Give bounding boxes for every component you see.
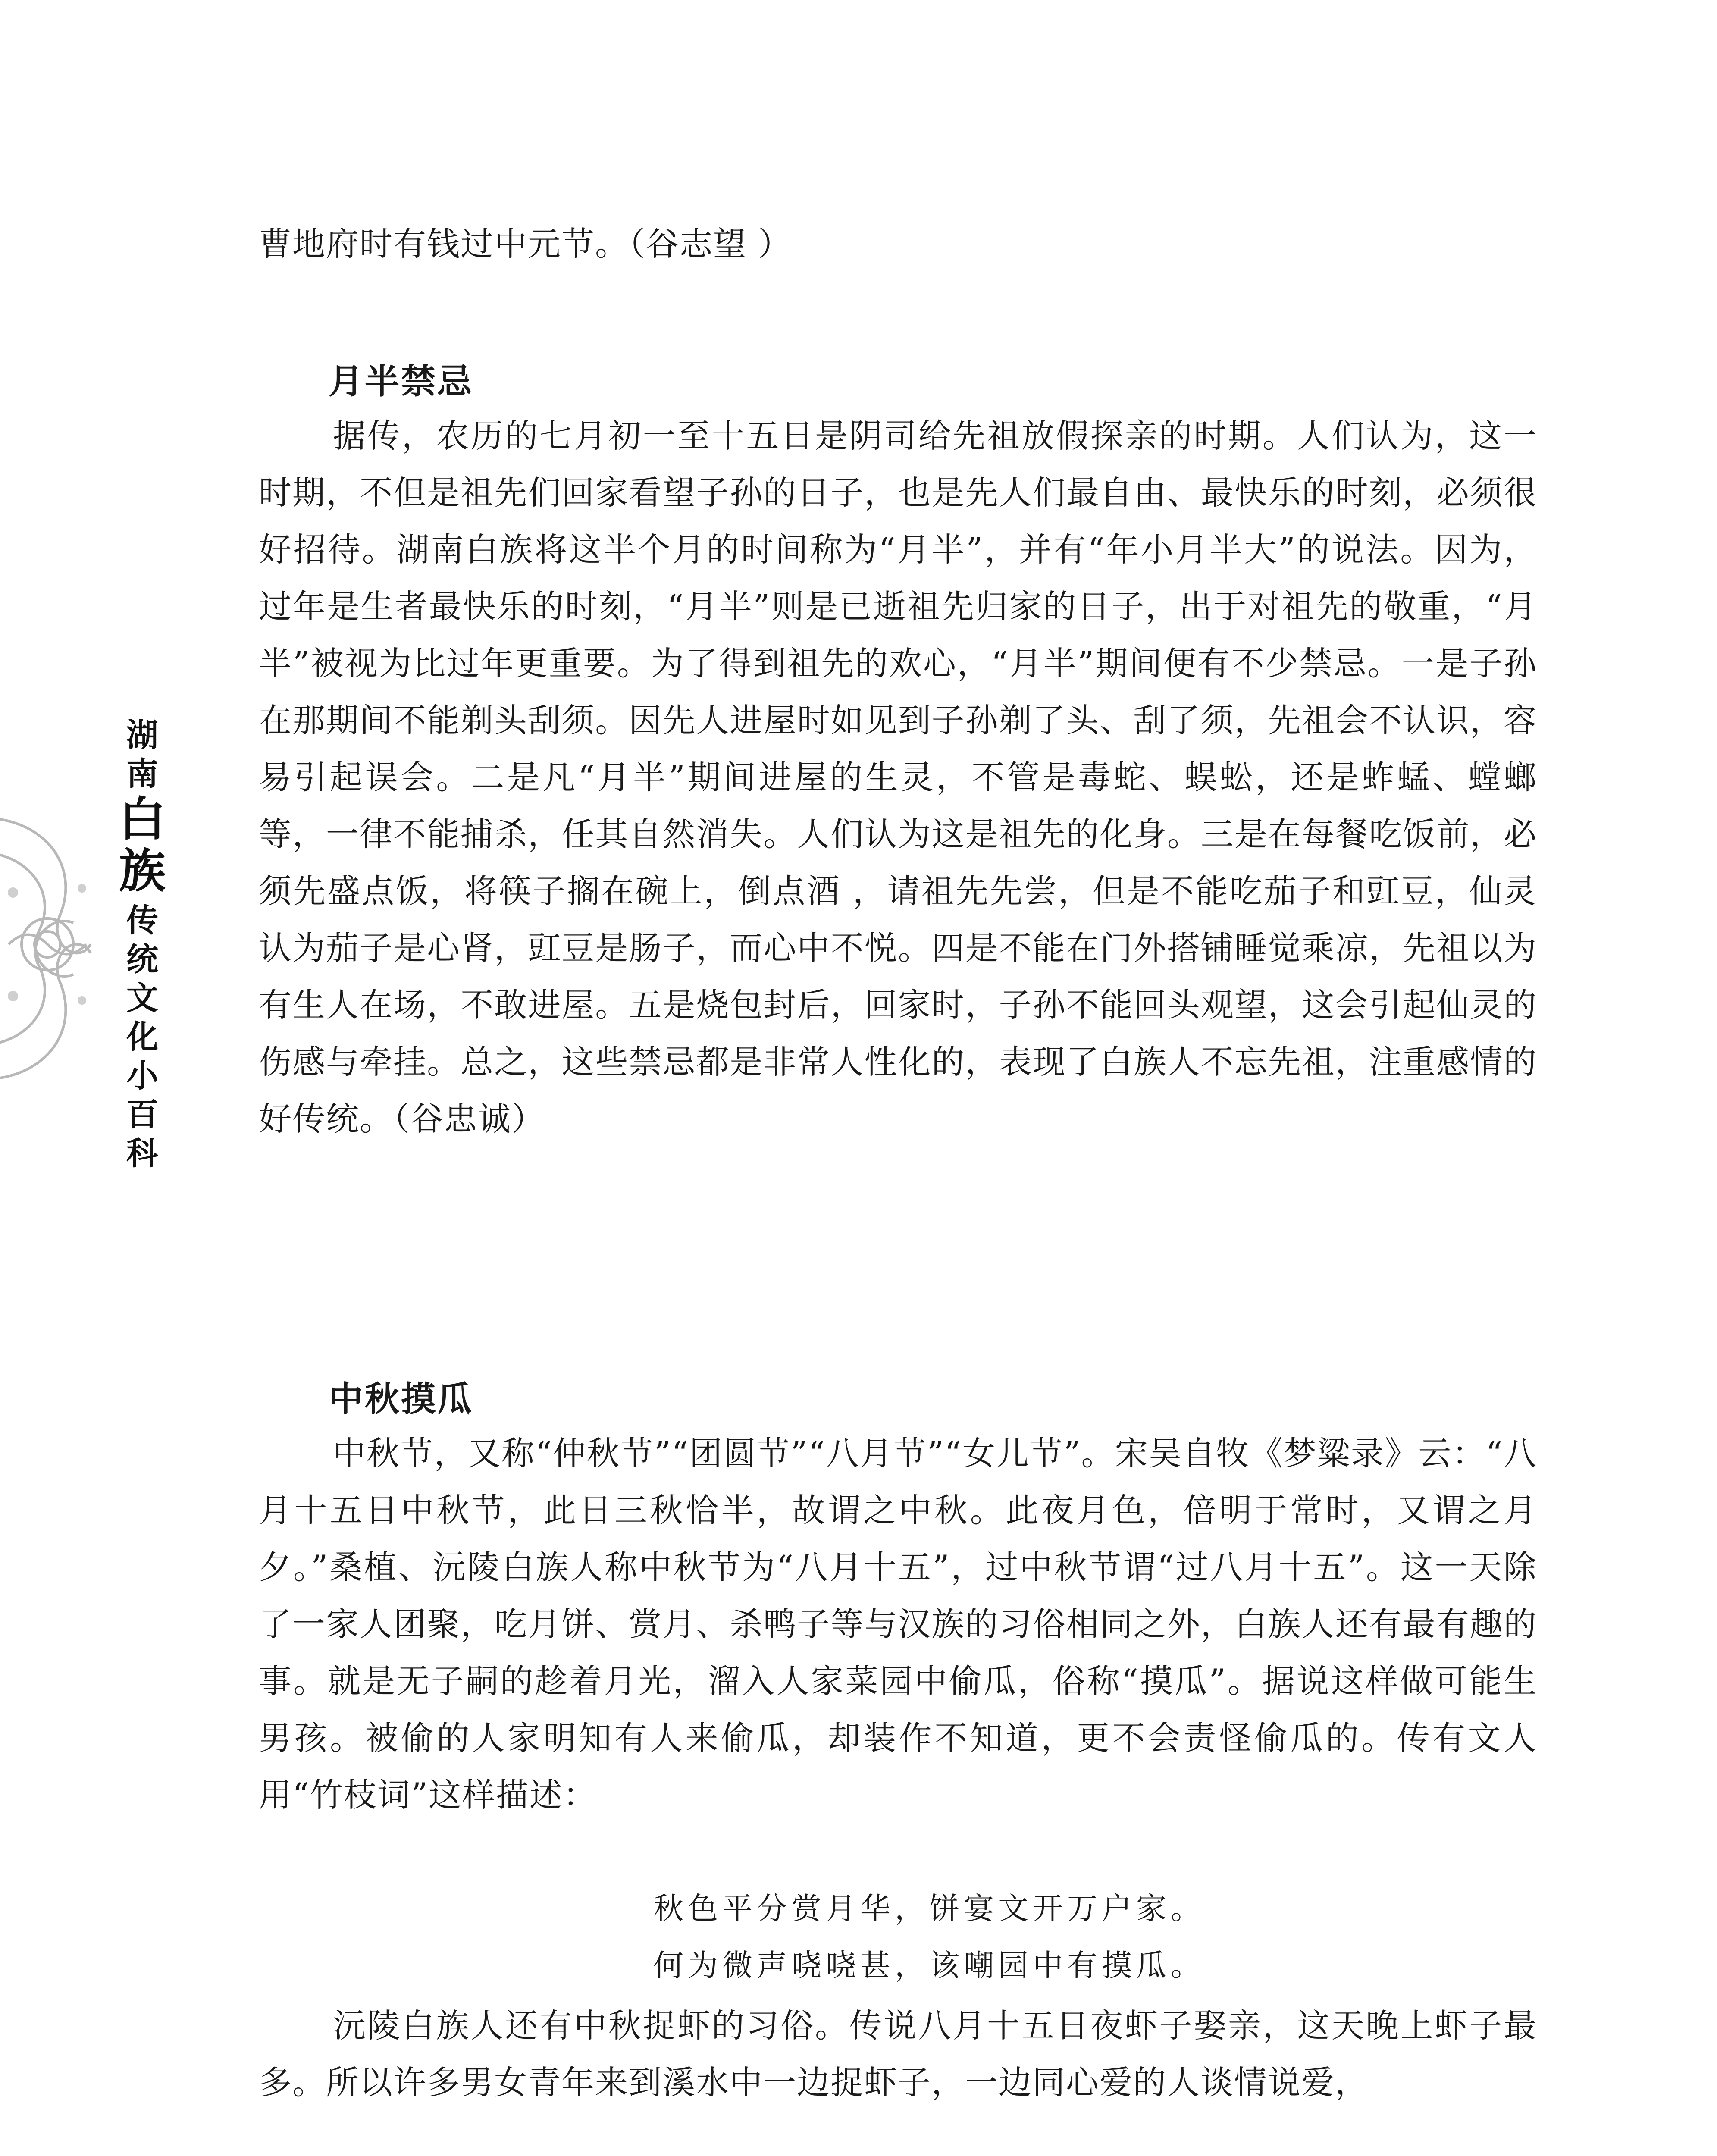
- section-body-after-poem: [259, 1997, 1537, 2111]
- side-tab-char: 化: [126, 1018, 158, 1056]
- paragraph: 据传，农历的七月初一至十五日是阴司给先祖放假探亲的时期。人们认为，这一时期，不但是祖先们回家看望子孙的日子，也是先人们最自由、最快乐的时刻，必须很好招待。湖南白族将这半个月的时间称为“月半”，并有“年小月半大”的说法。因为，过年是生者最快乐的时刻，“月半”则是已逝祖先归家的日子，出于对祖先的敬重，“月半”被视为比过年更重要。为了得到祖先的欢心，“月半”期间便有不少禁忌。一是子孙在那期间不能剃头刮须。因先人进屋时如见到子孙剃了头、刮了须，先祖会不认识，容易引起误会。二是凡“月半”期间进屋的生灵，不管是毒蛇、蜈蚣，还是蚱蜢、螳螂等，一律不能捕杀，任其自然消失。人们认为这是祖先的化身。三是在每餐吃饭前，必须先盛点饭，将筷子搁在碗上，倒点酒 ，请祖先先尝，但是不能吃茄子和豇豆，仙灵认为茄子是心肾，豇豆是肠子，而心中不悦。四是不能在门外搭铺睡觉乘凉，先祖以为有生人在场，不敢进屋。五是烧包封后，回家时，子孙不能回头观望，这会引起仙灵的伤感与牵挂。总之，这些禁忌都是非常人性化的，表现了白族人不忘先祖，注重感情的好传统。（谷忠诚）: [259, 417, 1537, 1138]
- continued-paragraph: [259, 216, 1537, 273]
- side-tab-char: 传: [126, 902, 158, 939]
- side-tab-char: 百: [126, 1096, 158, 1133]
- section-body-yueban: [259, 407, 1537, 1147]
- side-tab-char: 小: [126, 1057, 158, 1094]
- side-tab-char: 科: [126, 1135, 158, 1172]
- side-tab-book-title: [116, 716, 168, 1173]
- side-tab-char: 南: [126, 755, 158, 793]
- section-body-zhongqiu: [259, 1425, 1537, 1824]
- poem-line: 秋色平分赏月华，饼宴文开万户家。: [653, 1891, 1205, 1926]
- side-tab-char: 文: [126, 980, 158, 1017]
- side-tab-char: 白: [119, 792, 166, 846]
- side-tab-char: 湖: [126, 717, 158, 754]
- section-title-zhongqiu: 中秋摸瓜: [329, 1379, 473, 1419]
- side-tab-char: 统: [126, 941, 158, 978]
- paragraph: 中秋节，又称“仲秋节”“团圆节”“八月节”“女儿节”。宋吴自牧《梦粱录》云：“八月十五日中秋节，此日三秋恰半，故谓之中秋。此夜月色，倍明于常时，又谓之月夕。”桑植、沅陵白族人称中秋节为“八月十五”，过中秋节谓“过八月十五”。这一天除了一家人团聚，吃月饼、赏月、杀鸭子等与汉族的习俗相同之外，白族人还有最有趣的事。就是无子嗣的趁着月光，溜入人家菜园中偷瓜，俗称“摸瓜”。据说这样做可能生男孩。被偷的人家明知有人来偷瓜，却装作不知道，更不会责怪偷瓜的。传有文人用“竹枝词”这样描述：: [259, 1434, 1537, 1814]
- opening-line: 曹地府时有钱过中元节。（谷志望 ）: [259, 225, 792, 263]
- poem-line: 何为微声哓哓甚，该嘲园中有摸瓜。: [653, 1948, 1205, 1983]
- poem-block: [653, 1880, 1205, 1994]
- paragraph: 沅陵白族人还有中秋捉虾的习俗。传说八月十五日夜虾子娶亲，这天晚上虾子最多。所以许多男女青年来到溪水中一边捉虾子，一边同心爱的人谈情说爱，: [259, 2006, 1537, 2102]
- decorative-ornament-icon: [0, 802, 112, 1087]
- side-tab-char: 族: [119, 844, 166, 898]
- section-title-yueban: 月半禁忌: [329, 361, 473, 401]
